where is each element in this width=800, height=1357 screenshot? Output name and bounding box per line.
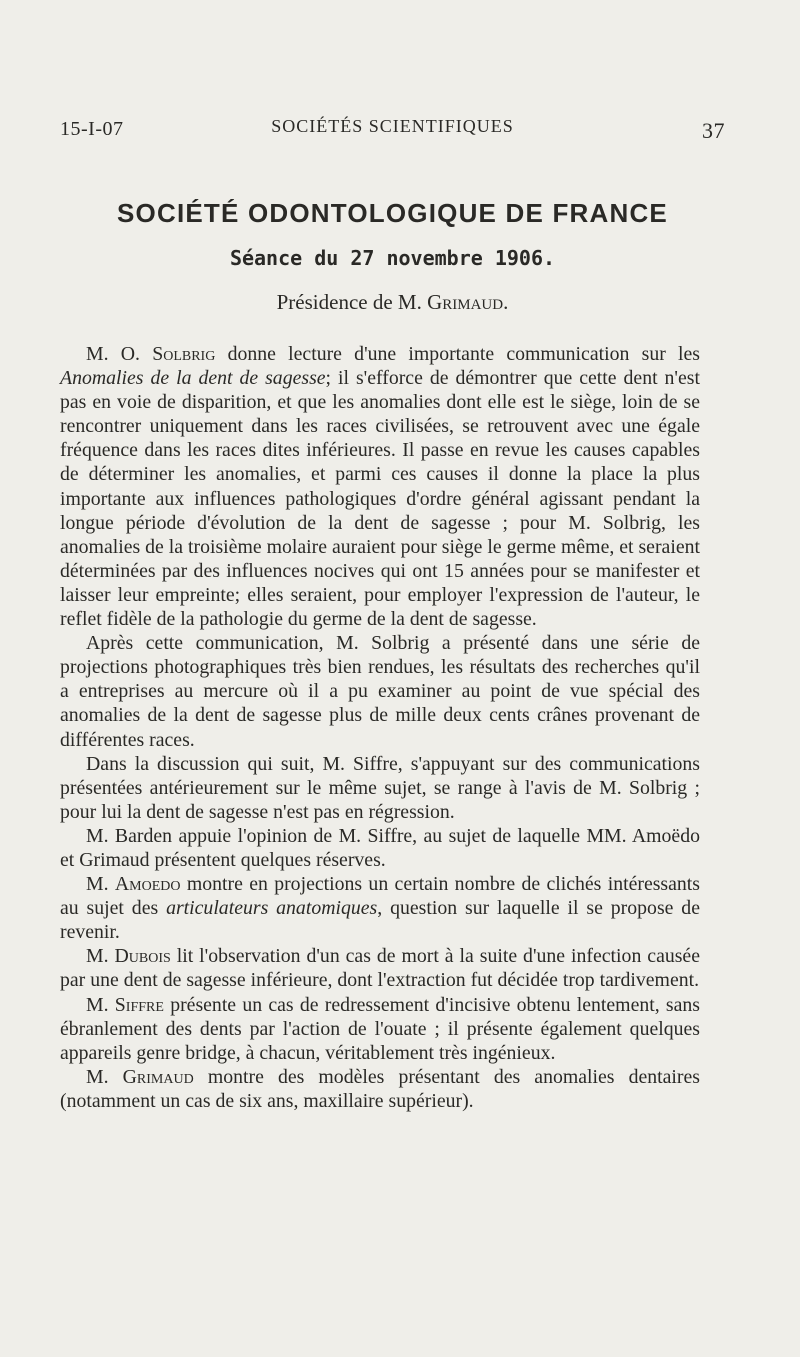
speaker-name: Grimaud xyxy=(122,1065,194,1088)
paragraph xyxy=(60,1065,700,1113)
paragraph-text: ; il s'efforce de démontrer que cette dent n'est pas en voie de disparition, et que les anomalies dont elle est le siège, loin de se rencontrer uniquement dans les races civilisées, se retrouvent avec une égale fréquence dans les races dites inférieures. Il passe en revue les causes capables de déterminer les anomalies, et parmi ces causes il donne la place la plus importante aux influences pathologiques d'ordre général agissant pendant la longue période d'évolution de la dent de sagesse ; pour M. Solbrig, les anomalies de la troisième molaire auraient pour siège le germe même, et seraient déterminées par des influences nocives qui ont 15 années pour se manifester et laisser leur empreinte; elles seraient, pour employer l'expression de l'auteur, le reflet fidèle de la pathologie du germe de la dent de sagesse. xyxy=(60,367,700,631)
paragraph-text: , question sur laquelle il se propose de revenir. xyxy=(60,897,700,944)
page-header xyxy=(60,116,725,146)
paragraph-lead: M. xyxy=(86,1065,123,1088)
italic-title: articulateurs anatomiques xyxy=(166,897,378,920)
paragraph-text: présente un cas de redressement d'incisive obtenu lentement, sans ébranlement des dents par l'action de l'ouate ; il présente également quelques appareils genre bridge, à chacun, véritablement très ingénieux. xyxy=(60,993,700,1064)
italic-title: Anomalies de la dent de sagesse xyxy=(60,367,326,390)
paragraph: Après cette communication, M. Solbrig a présenté dans une série de projections photographiques très bien rendues, les résultats des recherches qu'il a entreprises au mercure où il a pu examiner au point de vue spécial des anomalies de la dent de sagesse plus de mille deux cents crânes provenant de différentes races. xyxy=(60,632,700,751)
president-name: Grimaud xyxy=(427,290,504,314)
presidency-line xyxy=(60,290,725,315)
section-title: SOCIÉTÉ ODONTOLOGIQUE DE FRANCE xyxy=(117,198,668,228)
paragraph xyxy=(60,342,700,631)
running-title: SOCIÉTÉS SCIENTIFIQUES xyxy=(271,116,514,136)
paragraph-lead: M. xyxy=(86,873,115,896)
speaker-name: Siffre xyxy=(114,993,164,1016)
paragraph-lead: M. xyxy=(86,993,115,1016)
session-date: Séance du 27 novembre 1906. xyxy=(229,246,556,270)
paragraph-lead: M. O. xyxy=(86,343,153,365)
speaker-name: Solbrig xyxy=(152,343,216,365)
speaker-name: Dubois xyxy=(114,945,171,968)
presidency-prefix: Présidence de M. xyxy=(276,290,428,314)
issue-date: 15-I-07 xyxy=(60,118,124,140)
presidency-suffix: . xyxy=(503,290,509,314)
paragraph-text: lit l'observation d'un cas de mort à la suite d'une infection causée par une dent de sagesse inférieure, dont l'extraction fut décidée trop tardivement. xyxy=(60,945,700,992)
paragraph xyxy=(60,872,700,944)
paragraph-text: montre des modèles présentant des anomalies dentaires (notamment un cas de six ans, maxillaire supérieur). xyxy=(60,1065,700,1112)
paragraph: M. Barden appuie l'opinion de M. Siffre, au sujet de laquelle MM. Amoëdo et Grimaud présentent quelques réserves. xyxy=(60,824,700,871)
paragraph xyxy=(60,993,700,1065)
article-body xyxy=(60,342,700,1113)
paragraph xyxy=(60,944,700,992)
paragraph: Dans la discussion qui suit, M. Siffre, s'appuyant sur des communications présentées antérieurement sur le même sujet, se range à l'avis de M. Solbrig ; pour lui la dent de sagesse n'est pas en régression. xyxy=(60,752,700,823)
paragraph-text: montre en projections un certain nombre de clichés intéressants au sujet des xyxy=(60,873,700,920)
paragraph-text: donne lecture d'une importante communication sur les xyxy=(215,343,700,365)
page-number: 37 xyxy=(702,118,725,143)
paragraph-lead: M. xyxy=(86,945,115,968)
speaker-name: Amoedo xyxy=(114,873,181,896)
